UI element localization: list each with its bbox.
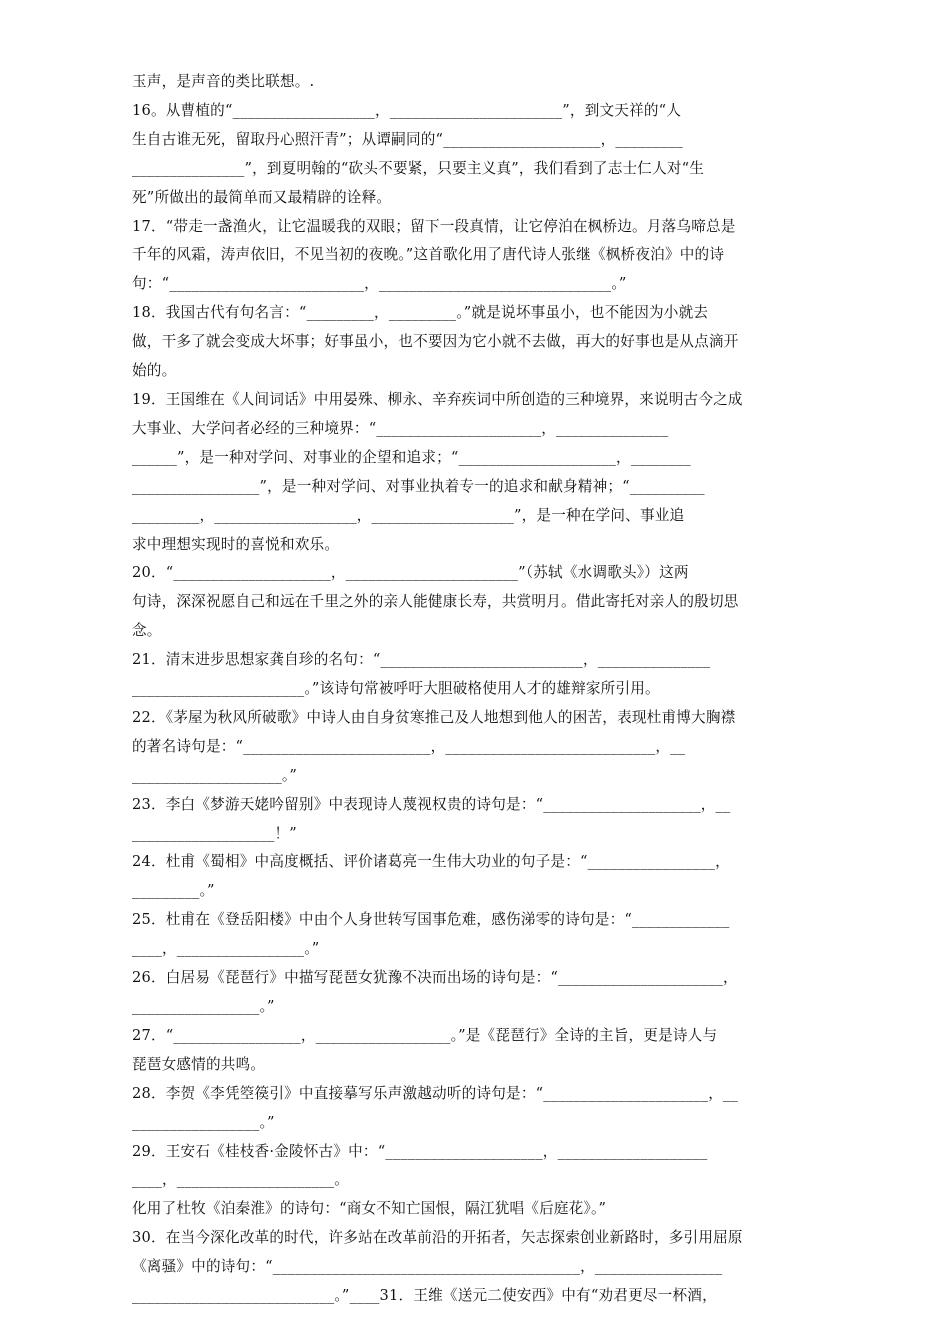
question-30-line-1: 30．在当今深化改革的时代，许多站在改革前沿的开拓者，矢志探索创业新路时，多引用屈原 <box>132 1229 743 1247</box>
question-29-line-3: 化用了杜牧《泊秦淮》的诗句：“商女不知亡国恨，隔江犹唱《后庭花》。” <box>132 1200 607 1218</box>
question-18-line-3: 始的。 <box>132 362 177 380</box>
question-23-line-1: 23．李白《梦游天姥吟留别》中表现诗人蔑视权贵的诗句是：“_____________________，__ <box>132 795 731 813</box>
question-30-line-2: 《离骚》中的诗句：“_________________________________________，_________________ <box>132 1258 723 1276</box>
question-16-line-1: 16。从曹植的“___________________，_______________________”，到文天祥的“人 <box>132 101 682 119</box>
question-26-line-2: _________________。” <box>132 998 275 1015</box>
question-30-line-3: ___________________________。”____31．王维《送元二使安西》中有“劝君更尽一杯酒， <box>132 1287 717 1305</box>
question-22-line-2: 的著名诗句是：“_________________________，____________________________，__ <box>132 737 686 755</box>
question-26-line-1: 26．白居易《琵琶行》中描写琵琶女犹豫不决而出场的诗句是：“______________________， <box>132 969 738 987</box>
question-22-line-1: 22．《茅屋为秋风所破歌》中诗人由自身贫寒推己及人地想到他人的困苦，表现杜甫博大胸襟 <box>132 708 736 726</box>
question-20-line-3: 念。 <box>132 622 162 640</box>
question-24-line-2: _________。” <box>132 882 215 900</box>
question-25-line-1: 25．杜甫在《登岳阳楼》中由个人身世转写国事危难，感伤涕零的诗句是：“_____________ <box>132 911 730 929</box>
question-17-line-3: 句：“__________________________，_______________________________。” <box>132 275 627 293</box>
question-25-line-2: ____，_________________。” <box>132 940 320 958</box>
text-line: 玉声，是声音的类比联想。. <box>132 73 315 90</box>
question-16-line-2: 生自古谁无死，留取丹心照汗青”；从谭嗣同的“_____________________，_________ <box>132 130 683 148</box>
question-16-line-4: 死”所做出的最简单而又最精辟的诠释。 <box>132 188 392 206</box>
question-19-line-2: 大事业、大学问者必经的三种境界：“______________________，_______________ <box>132 419 669 437</box>
question-19-line-6: 求中理想实现时的喜悦和欢乐。 <box>132 535 340 553</box>
question-21-line-1: 21．清末进步思想家龚自珍的名句：“___________________________，_______________ <box>132 651 711 669</box>
question-23-line-2: ___________________！” <box>132 824 297 842</box>
question-28-line-2: _________________。” <box>132 1113 275 1131</box>
question-29-line-2: ____，_____________________。 <box>132 1171 350 1189</box>
question-18-line-1: 18．我国古代有句名言：“_________，_________。”就是说坏事虽小，也不能因为小就去 <box>132 304 709 322</box>
question-24-line-1: 24．杜甫《蜀相》中高度概括、评价诸葛亮一生伟大功业的句子是：“_________________， <box>132 853 730 871</box>
question-27-line-2: 琵琶女感情的共鸣。 <box>132 1055 266 1073</box>
question-17-line-1: 17．“带走一盏渔火，让它温暖我的双眼；留下一段真情，让它停泊在枫桥边。月落乌啼总是 <box>132 217 736 235</box>
question-19-line-5: _________，___________________，___________________”，是一种在学问、事业追 <box>132 506 685 524</box>
question-27-line-1: 27．“_________________，__________________。”是《琵琶行》全诗的主旨，更是诗人与 <box>132 1026 718 1044</box>
question-21-line-2: _______________________。”该诗句常被呼吁大胆破格使用人才的雄辩家所引用。 <box>132 680 660 698</box>
question-18-line-2: 做，干多了就会变成大坏事；好事虽小，也不要因为它小就不去做，再大的好事也是从点滴开 <box>132 333 739 351</box>
question-20-line-1: 20．“_____________________，_______________________”（苏轼《水调歌头》）这两 <box>132 564 689 582</box>
question-20-line-2: 句诗，深深祝愿自己和远在千里之外的亲人能健康长寿，共赏明月。借此寄托对亲人的殷切思 <box>132 593 739 611</box>
document-page <box>132 68 820 1311</box>
question-22-line-3: ____________________。” <box>132 766 298 784</box>
question-17-line-2: 千年的风霜，涛声依旧，不见当初的夜晚。”这首歌化用了唐代诗人张继《枫桥夜泊》中的诗 <box>132 246 725 264</box>
question-19-line-4: _________________”，是一种对学问、对事业执着专一的追求和献身精神；“__________ <box>132 477 705 495</box>
question-16-line-3: _______________”，到夏明翰的“砍头不要紧，只要主义真”，我们看到了志士仁人对“生 <box>132 159 705 177</box>
question-19-line-1: 19．王国维在《人间词话》中用晏殊、柳永、辛弃疾词中所创造的三种境界，来说明古今之成 <box>132 390 743 408</box>
question-28-line-1: 28．李贺《李凭箜篌引》中直接摹写乐声激越动听的诗句是：“______________________，__ <box>132 1084 738 1102</box>
question-19-line-3: ______”，是一种对学问、对事业的企望和追求；“_____________________，________ <box>132 448 691 466</box>
question-29-line-1: 29．王安石《桂枝香·金陵怀古》中：“_____________________，____________________ <box>132 1142 708 1160</box>
